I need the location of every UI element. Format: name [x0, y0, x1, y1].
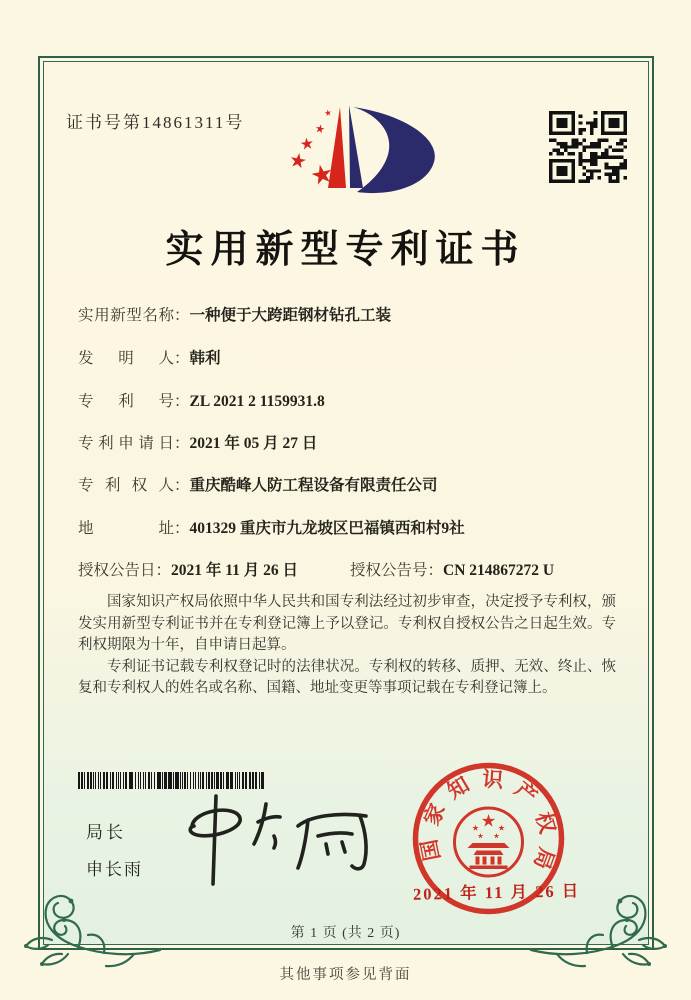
cnipa-patent-logo-icon — [280, 96, 445, 211]
field-label: 专利号 — [78, 393, 174, 410]
page-number: 第 1 页 (共 2 页) — [290, 926, 401, 941]
certificate-title: 实用新型专利证书 — [165, 229, 526, 271]
national-emblem-icon — [455, 808, 523, 876]
seal-date: 2021 年 11 月 26 日 — [412, 881, 581, 904]
field-value: 重庆酷峰人防工程设备有限责任公司 — [189, 477, 438, 494]
field-value: 一种便于大跨距钢材钻孔工装 — [189, 307, 392, 324]
director-signature-icon — [170, 788, 385, 890]
field-row-patent-number — [78, 389, 641, 411]
colon: ： — [174, 520, 190, 537]
field-label: 专利权人 — [78, 477, 174, 494]
field-row-utility-model-name — [78, 303, 641, 325]
colon: ： — [174, 393, 190, 410]
field-value: 2021 年 05 月 27 日 — [189, 435, 318, 452]
grant-date-label: 授权公告日 — [78, 562, 156, 579]
colon: ： — [174, 350, 190, 367]
qr-code-icon — [549, 111, 627, 183]
seal-ring-text: 国家知识产权局 — [416, 766, 560, 873]
colon: ： — [427, 562, 444, 579]
field-row-inventor — [78, 346, 641, 368]
field-label: 发明人 — [78, 350, 174, 367]
field-row-address — [78, 516, 641, 538]
grant-number-pair — [350, 558, 554, 580]
legal-paragraph-2: 专利证书记载专利权登记时的法律状况。专利权的转移、质押、无效、终止、恢复和专利权人的姓名或名称、国籍、地址变更等事项记载在专利登记簿上。 — [78, 658, 616, 696]
field-row-filing-date — [78, 431, 641, 453]
grant-number-label: 授权公告号 — [350, 562, 428, 579]
field-value: 韩利 — [189, 350, 221, 367]
field-value: 401329 重庆市九龙坡区巴福镇西和村9社 — [189, 520, 465, 537]
colon: ： — [174, 477, 190, 494]
field-label: 地址 — [78, 520, 174, 537]
field-label: 实用新型名称 — [78, 307, 174, 324]
grant-number-value: CN 214867272 U — [443, 562, 555, 579]
legal-text-block — [78, 592, 616, 700]
grant-date-value: 2021 年 11 月 26 日 — [171, 562, 299, 579]
director-block — [86, 818, 143, 880]
field-label: 专利申请日 — [78, 435, 174, 452]
colon: ： — [174, 435, 190, 452]
footer-note: 其他事项参见背面 — [279, 967, 412, 983]
certificate-number: 证书号第14861311号 — [66, 113, 245, 132]
director-title: 局长 — [86, 823, 126, 842]
colon: ： — [174, 307, 190, 324]
director-name: 申长雨 — [86, 860, 143, 879]
field-row-grant — [78, 558, 641, 580]
colon: ： — [155, 562, 172, 579]
barcode-icon — [78, 772, 264, 789]
field-value: ZL 2021 2 1159931.8 — [189, 393, 325, 410]
field-row-patentee — [78, 473, 641, 495]
legal-paragraph-1: 国家知识产权局依照中华人民共和国专利法经过初步审查，决定授予专利权，颁发实用新型专利证书并在专利登记簿上予以登记。专利权自授权公告之日起生效。专利权期限为十年，自申请日起算。 — [78, 594, 616, 653]
